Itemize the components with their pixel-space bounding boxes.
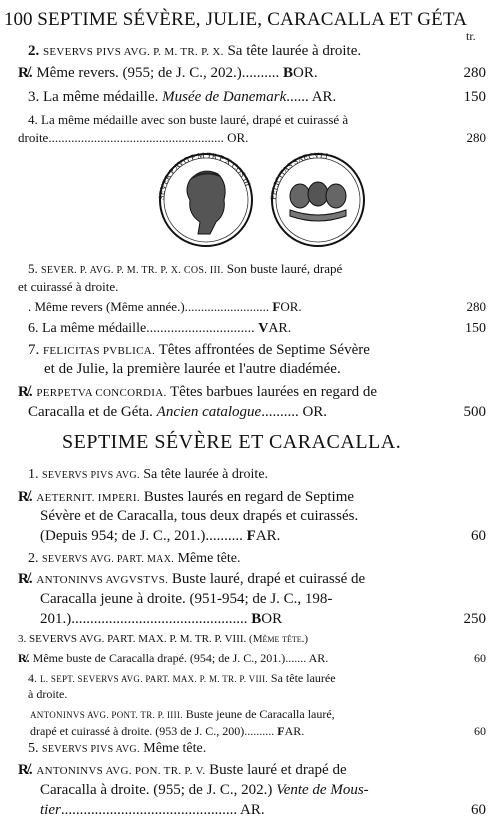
entry-2: 2. SEVERVS PIVS AVG. P. M. TR. P. X. Sa tête laurée à droite.: [28, 43, 362, 59]
coin-illustration: [150, 150, 370, 250]
entry-7-reverse: R̸. PERPETVA CONCORDIA. Têtes barbues laurées en regard de: [18, 384, 377, 400]
entry-7: 7. FELICITAS PVBLICA. Têtes affrontées de Septime Sévère: [28, 342, 370, 358]
s2-entry-1-reverse-l2: Sévère et de Caracalla, tous deux drapés et cuirassés.: [40, 508, 359, 524]
price: 60: [474, 651, 486, 665]
price: 60: [471, 528, 486, 544]
s2-entry-5-reverse-l3: tier............................................... AR.: [40, 802, 265, 818]
price: 60: [471, 802, 486, 818]
price: 280: [466, 299, 486, 314]
s2-entry-3: 3. SEVERVS AVG. PART. MAX. P. M. TR. P. VIII. (Même tête.): [18, 633, 309, 645]
rarity-mark: F: [277, 724, 285, 738]
page-number: 100: [4, 9, 33, 30]
s2-entry-2-reverse-l2: Caracalla jeune à droite. (951-954; de J. C., 198-: [40, 591, 333, 607]
s2-entry-3-reverse: R̸. Même buste de Caracalla drapé. (954; de J. C., 201.)....... AR.: [18, 651, 329, 665]
s2-entry-5-reverse-l2: Caracalla à droite. (955; de J. C., 202.) Vente de Mous-: [40, 782, 369, 798]
coin-obverse: [157, 151, 253, 246]
entry-5: 5. SEVER. P. AVG. P. M. TR. P. X. COS. III. Son buste lauré, drapé: [28, 261, 343, 276]
coin-legend: SEVERVS PIVS AVG. P. M. TR. P. X.: [43, 46, 224, 58]
entry-7-reverse-cont: Caracalla et de Géta. Ancien catalogue.......... OR.: [28, 404, 328, 420]
rarity-mark: F: [246, 528, 256, 544]
s2-entry-4-reverse-cont: drapé et cuirassé à droite. (953 de J. C., 200).......... FAR.: [30, 724, 305, 738]
entry-6: 6. La même médaille............................... VAR.: [28, 321, 292, 336]
entry-4-cont: droite...................................................... OR.: [18, 130, 249, 145]
s2-entry-2-reverse-l3: 201.)............................................... BOR: [40, 611, 283, 627]
reverse-legend: FELICITAS SAECVLI: [268, 150, 329, 201]
s2-entry-1-reverse: R̸. AETERNIT. IMPERI. Bustes laurés en regard de Septime: [18, 489, 355, 505]
price: 500: [463, 404, 486, 420]
s2-entry-5-reverse: R̸. ANTONINVS AVG. PON. TR. P. V. Buste lauré et drapé de: [18, 762, 347, 778]
s2-entry-2: 2. SEVERVS AVG. PART. MAX. Même tête.: [28, 551, 241, 566]
s2-entry-4-reverse: ANTONINVS AVG. PONT. TR. P. IIII. Buste jeune de Caracalla lauré,: [30, 707, 335, 721]
entry-5-reverse: . Même revers (Même année.).......................... FOR.: [28, 299, 302, 314]
price: 250: [463, 611, 486, 627]
price: 280: [463, 65, 486, 81]
s2-entry-2-reverse: R̸. ANTONINVS AVGVSTVS. Buste lauré, drapé et cuirassé de: [18, 571, 366, 587]
obverse-legend: SEVER P AVG P M TR P X COS III: [156, 150, 253, 201]
rarity-mark: F: [272, 299, 281, 314]
entry-4: 4. La même médaille avec son buste lauré, drapé et cuirassé à: [28, 112, 349, 127]
coin-reverse: [269, 151, 364, 246]
entry-2-reverse: R̸. Même revers. (955; de J. C., 202.).......... BOR.: [18, 65, 318, 81]
s2-entry-4-cont: à droite.: [28, 687, 68, 701]
section-title: SEPTIME SÉVÈRE ET CARACALLA.: [62, 431, 402, 453]
page-header: [4, 10, 467, 29]
rarity-mark: V: [258, 321, 269, 336]
price: 60: [474, 724, 486, 738]
entry-3: 3. La même médaille. Musée de Danemark...... AR.: [28, 89, 337, 105]
rarity-mark: B: [282, 65, 293, 81]
rarity-mark: B: [251, 611, 262, 627]
s2-entry-1: 1. SEVERVS PIVS AVG. Sa tête laurée à droite.: [28, 467, 269, 482]
page-title: SEPTIME SÉVÈRE, JULIE, CARACALLA ET GÉTA: [37, 9, 468, 30]
entry-7-cont: et de Julie, la première laurée et l'autre diadémée.: [44, 361, 341, 377]
s2-entry-5: 5. SEVERVS PIVS AVG. Même tête.: [28, 741, 207, 756]
s2-entry-4: 4. L. SEPT. SEVERVS AVG. PART. MAX. P. M. TR. P. VIII. Sa tête laurée: [28, 671, 336, 685]
price: 150: [465, 321, 486, 336]
entry-5-cont: et cuirassé à droite.: [18, 279, 119, 294]
price: 280: [466, 130, 486, 145]
s2-entry-1-reverse-l3: (Depuis 954; de J. C., 201.).......... FAR.: [40, 528, 281, 544]
header-corner: tr.: [466, 29, 476, 43]
price: 150: [463, 89, 486, 105]
